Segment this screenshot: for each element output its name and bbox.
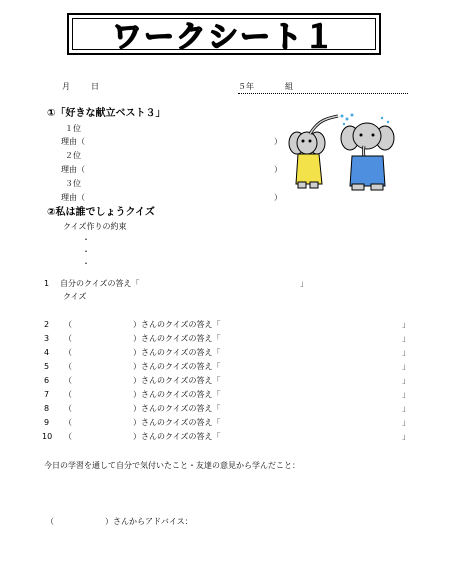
reason-2-field[interactable] <box>92 174 272 175</box>
item-open: （ <box>64 334 72 343</box>
item-mid: ）さんのクイズの答え「 <box>133 362 221 371</box>
item-close: 」 <box>402 334 410 343</box>
item-mid: ）さんのクイズの答え「 <box>133 348 221 357</box>
item-close: 」 <box>402 376 410 385</box>
own-answer-label: 自分のクイズの答え「 <box>60 279 140 288</box>
own-answer-num: 1 <box>44 279 50 288</box>
own-answer-close: 」 <box>300 279 308 288</box>
item-mid: ）さんのクイズの答え「 <box>133 432 221 441</box>
reason-3-close: ） <box>274 193 282 202</box>
item-close: 」 <box>402 390 410 399</box>
item-mid: ）さんのクイズの答え「 <box>133 404 221 413</box>
rank-2: ２位 <box>65 151 81 160</box>
rank-1: １位 <box>65 124 81 133</box>
promise-dot-3: ・ <box>82 259 90 268</box>
promise-label: クイズ作りの約束 <box>63 222 127 231</box>
item-mid: ）さんのクイズの答え「 <box>133 390 221 399</box>
item-open: （ <box>64 404 72 413</box>
item-mid: ）さんのクイズの答え「 <box>133 376 221 385</box>
title-box <box>67 13 381 55</box>
item-close: 」 <box>402 348 410 357</box>
reason-2-close: ） <box>274 165 282 174</box>
reason-1-field[interactable] <box>92 146 272 147</box>
elephant-right <box>341 123 394 190</box>
item-num: 7 <box>44 390 50 399</box>
item-mid: ）さんのクイズの答え「 <box>133 418 221 427</box>
item-close: 」 <box>402 362 410 371</box>
item-close: 」 <box>402 418 410 427</box>
item-num: 5 <box>44 362 50 371</box>
item-num: 9 <box>44 418 50 427</box>
item-open: （ <box>64 432 72 441</box>
item-close: 」 <box>402 432 410 441</box>
reflection-label: 今日の学習を通して自分で気付いたこと・友達の意見から学んだこと： <box>44 461 300 470</box>
item-mid: ）さんのクイズの答え「 <box>133 320 221 329</box>
reason-2-label: 理由（ <box>61 165 85 174</box>
reflection-field[interactable] <box>44 500 404 501</box>
item-num: 4 <box>44 348 50 357</box>
reason-1-label: 理由（ <box>61 137 85 146</box>
grade-label: ５年 <box>238 82 254 91</box>
item-close: 」 <box>402 320 410 329</box>
elephant-left <box>289 116 338 188</box>
item-open: （ <box>64 348 72 357</box>
own-answer-field[interactable] <box>156 288 300 289</box>
promise-dot-2: ・ <box>82 247 90 256</box>
section1-heading: ①「好きな献立ベスト３」 <box>47 108 166 119</box>
reason-1-close: ） <box>274 137 282 146</box>
name-line[interactable] <box>238 93 408 94</box>
item-open: （ <box>64 390 72 399</box>
item-num: 3 <box>44 334 50 343</box>
item-num: 2 <box>44 320 50 329</box>
item-open: （ <box>64 320 72 329</box>
month-label: 月 <box>62 82 70 91</box>
item-open: （ <box>64 376 72 385</box>
class-label: 組 <box>285 82 293 91</box>
item-open: （ <box>64 418 72 427</box>
item-open: （ <box>64 362 72 371</box>
reason-3-field[interactable] <box>92 202 272 203</box>
advice-label: ）さんからアドバイス： <box>105 517 193 526</box>
rank-3: ３位 <box>65 179 81 188</box>
advice-open: （ <box>46 517 54 526</box>
promise-dot-1: ・ <box>82 235 90 244</box>
item-close: 」 <box>402 404 410 413</box>
quiz-label: クイズ <box>63 292 87 301</box>
section2-heading: ②私は誰でしょうクイズ <box>47 207 155 218</box>
elephants-illustration <box>286 110 402 195</box>
item-num: 6 <box>44 376 50 385</box>
day-label: 日 <box>91 82 99 91</box>
page-title: ワークシート１ <box>112 20 336 55</box>
item-num: 10 <box>42 432 53 441</box>
reason-3-label: 理由（ <box>61 193 85 202</box>
item-mid: ）さんのクイズの答え「 <box>133 334 221 343</box>
item-num: 8 <box>44 404 50 413</box>
